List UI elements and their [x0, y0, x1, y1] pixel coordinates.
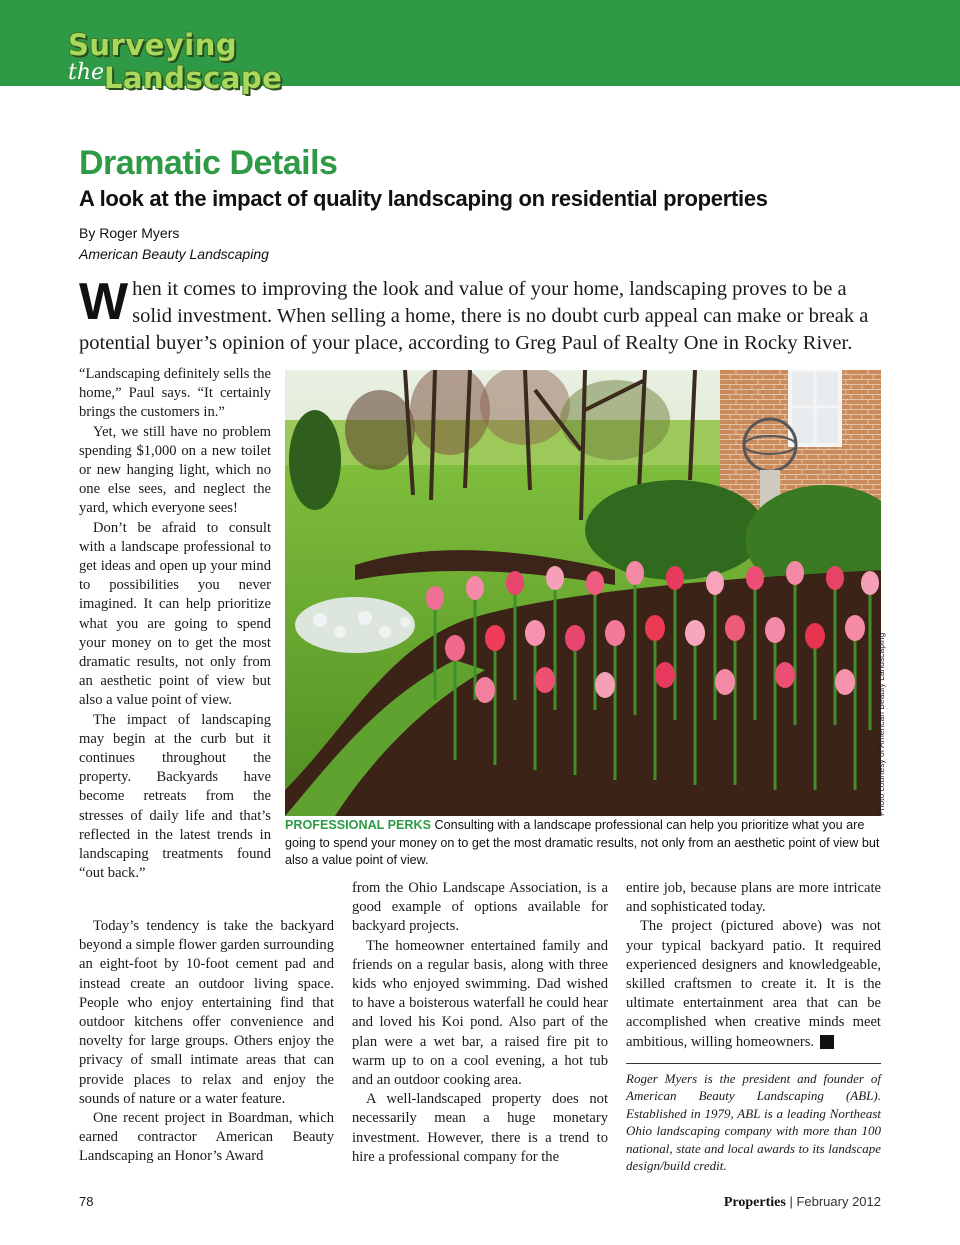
column-1-top: [79, 365, 271, 883]
photo-caption: [285, 817, 885, 870]
tulip-garden-illustration: [285, 370, 881, 816]
author-bio: Roger Myers is the president and founder of American Beauty Landscaping (ABL). Established in 1979, ABL is a leading Northeast Ohio landscaping company with more than 100 national, state and local awards to its landscape design/build credit.: [626, 1071, 881, 1174]
paragraph: entire job, because plans are more intricate and sophisticated today.: [626, 880, 881, 916]
author-affiliation: American Beauty Landscaping: [79, 246, 269, 262]
article-headline: Dramatic Details: [79, 144, 338, 182]
paragraph: from the Ohio Landscape Association, is a good example of options available for backyard projects.: [352, 880, 608, 935]
paragraph: Don’t be afraid to consult with a landscape professional to get ideas and open up your mind to possibilities you never imagined. It can help prioritize what you are going to spend your money on to get the most dramatic results, not only from an aesthetic point of view but also a value point of view.: [79, 519, 271, 709]
article-subheadline: A look at the impact of quality landscaping on residential properties: [79, 186, 768, 211]
section-logo: [0, 0, 330, 104]
paragraph: A well-landscaped property does not necessarily mean a huge monetary investment. However, there is a trend to hire a professional company for the: [352, 1091, 608, 1165]
byline: By Roger Myers: [79, 225, 180, 241]
logo-surveying: Surveying: [68, 28, 238, 62]
paragraph-final: [626, 917, 881, 1051]
lede-paragraph: [79, 273, 881, 357]
issue-date: February 2012: [796, 1194, 881, 1209]
magazine-name: Properties: [723, 1195, 786, 1210]
lede-text: hen it comes to improving the look and value of your home, landscaping proves to be a solid investment. When selling a home, there is no doubt curb appeal can make or break a potential buyer’s opinion of your place, according to Greg Paul of Realty One in Rocky River.: [79, 278, 869, 354]
column-3: [626, 879, 881, 1052]
drop-cap: W: [79, 273, 129, 331]
paragraph: “Landscaping definitely sells the home,” Paul says. “It certainly brings the customers in.”: [79, 366, 271, 421]
photo-credit: Photo courtesy of American Beauty Landscaping: [876, 632, 886, 816]
column-1-bottom: [79, 917, 334, 1167]
paragraph: Today’s tendency is take the backyard beyond a simple flower garden surrounding an eight-foot by 10-foot cement pad and instead create an outdoor living space. People who enjoy entertaining find that outdoor kitchens offer convenience and novelty for large groups. Others enjoy the privacy of small intimate areas that can provide places to relax and enjoy the sounds of nature or a water feature.: [79, 918, 334, 1107]
paragraph: One recent project in Boardman, which earned contractor American Beauty Landscaping an Honor’s Award: [79, 1110, 334, 1165]
end-mark-icon: P: [820, 1035, 834, 1049]
paragraph: The homeowner entertained family and friends on a regular basis, along with three kids who enjoyed swimming. Dad wished to have a boisterous waterfall he could hear and loved his Koi pond. Also part of the plan were a wet bar, a raised fire pit to warm up to on a cool evening, a hot tub and an outdoor cooking area.: [352, 937, 608, 1089]
logo-landscape: Landscape: [104, 61, 283, 95]
column-2: [352, 879, 608, 1167]
logo-the: the: [68, 60, 105, 85]
paragraph: The impact of landscaping may begin at the curb but it continues throughout the property. Backyards have become retreats from the stresses of daily life and that’s reflected in the latest trends in landscaping treatments found “out back.”: [79, 711, 271, 882]
garden-photo: [285, 370, 881, 816]
footer-magazine: Properties | February 2012: [723, 1194, 881, 1210]
caption-text: Consulting with a landscape professional can help you prioritize what you are going to spend your money on to get the most dramatic results, not only from an aesthetic point of view but also a value point of view.: [285, 818, 880, 867]
caption-lead: PROFESSIONAL PERKS: [285, 818, 432, 832]
page-number: 78: [79, 1194, 94, 1209]
paragraph-text: The project (pictured above) was not your typical backyard patio. It required experienced designers and knowledgeable, skilled craftsmen to create it. It is the ultimate entertainment area that can be accomplished when creative minds meet ambitious, willing homeowners.: [626, 918, 881, 1050]
paragraph: Yet, we still have no problem spending $1,000 on a new toilet or new hanging light, which no one else sees, and neglect the yard, which everyone sees!: [79, 423, 271, 517]
bio-divider: [626, 1063, 881, 1064]
